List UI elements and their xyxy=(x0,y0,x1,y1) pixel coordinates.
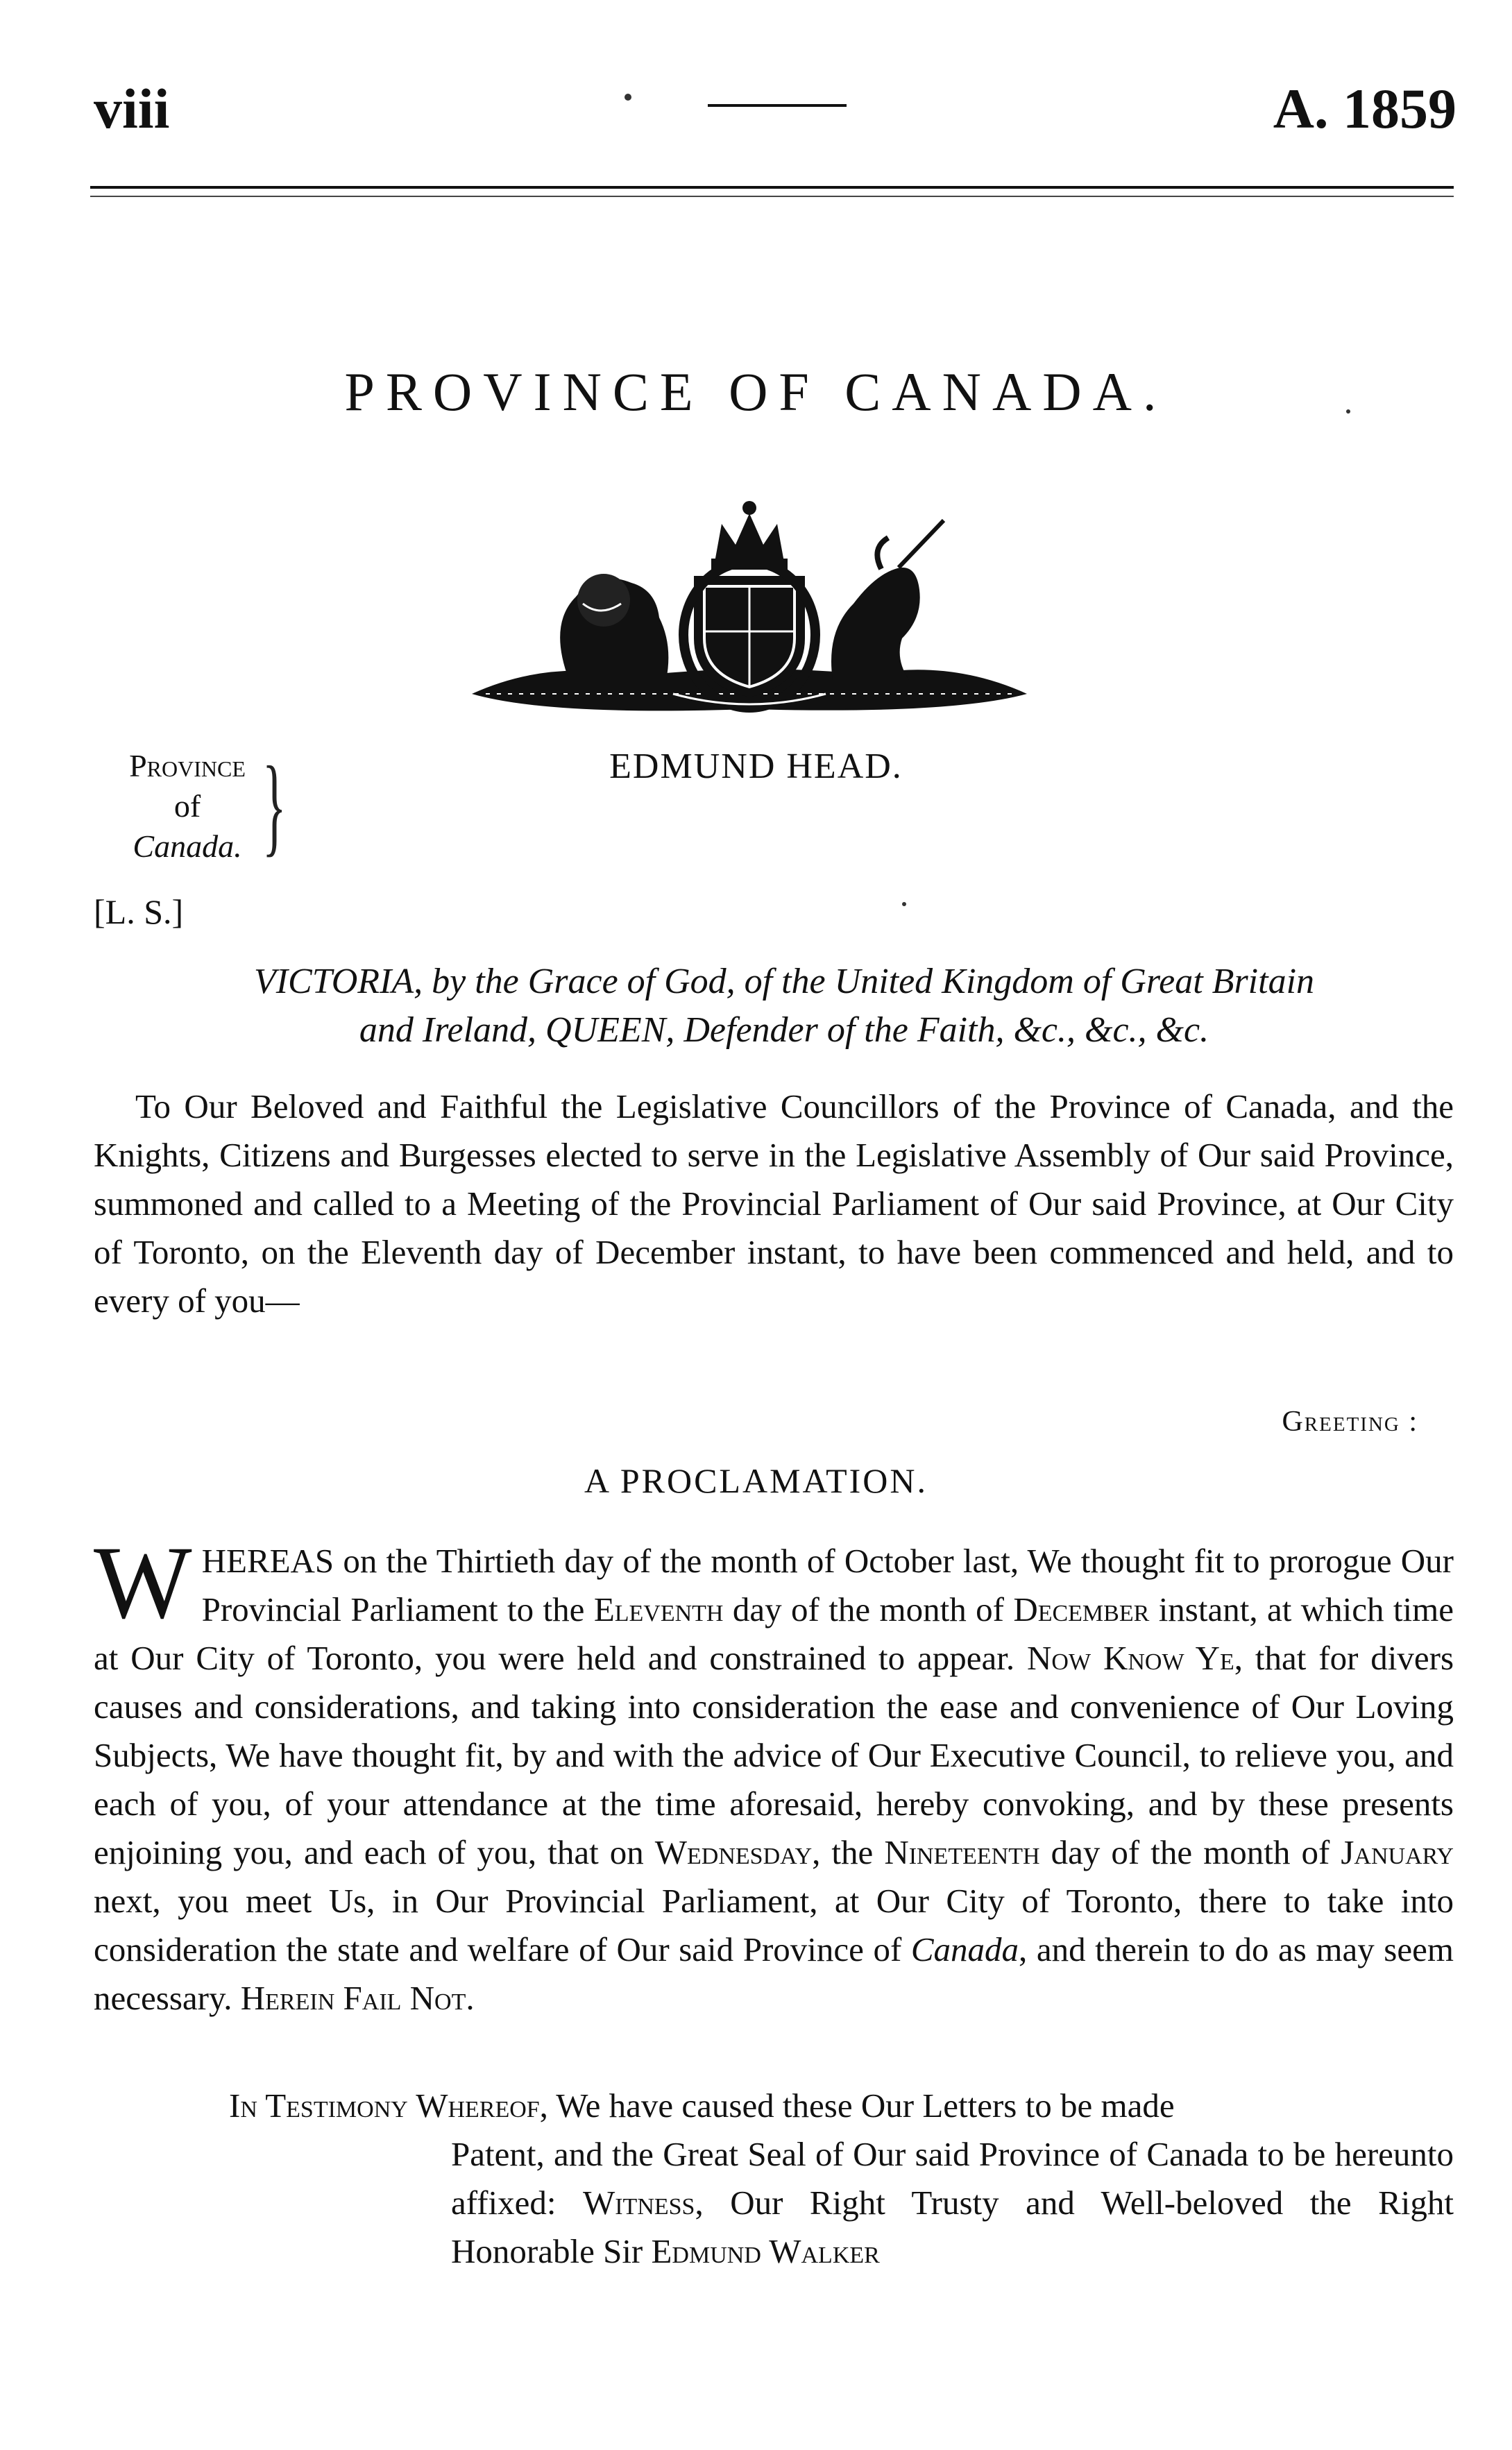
body-text-5: , the xyxy=(812,1833,885,1871)
drop-cap: W xyxy=(94,1525,192,1640)
royal-style-line-2: and Ireland, QUEEN, Defender of the Faith, &c., &c., &c. xyxy=(359,1010,1209,1050)
proclamation-body xyxy=(94,1525,1454,2023)
body-text-1: HEREAS on the Thirtieth day of the month of October last, We thought fit to prorogue Our Provincial Parliament to the xyxy=(201,1542,1454,1628)
province-name: Canada. xyxy=(133,828,242,864)
testimony-text-3: Our Right Trusty and Well-beloved the Right Honorable Sir xyxy=(451,2184,1454,2270)
testimony-rest xyxy=(451,2130,1454,2276)
province-of-label: of xyxy=(173,788,201,824)
body-text-8: , and therein to do as may seem necessary. xyxy=(94,1930,1454,2017)
body-december: December xyxy=(1013,1590,1150,1628)
seal-mark: [L. S.] xyxy=(94,892,184,931)
body-canada: Canada xyxy=(910,1930,1019,1968)
province-label: Province xyxy=(129,748,246,783)
address-paragraph: To Our Beloved and Faithful the Legislative Councillors of the Province of Canada, and the Knights, Citizens and Burgesses elected to serve in the Legislative Assembly of Our said Province, summoned and called to a Meeting of the Provincial Parliament of Our said Province, at Our City of Toronto, on the Eleventh day of December instant, to have been commenced and held, and to every of you— xyxy=(94,1087,1454,1320)
ink-speck xyxy=(625,94,631,101)
testimony-text-1: We have caused these Our Letters to be made xyxy=(547,2086,1175,2125)
ink-speck xyxy=(902,902,906,906)
testimony-line-1 xyxy=(229,2082,1454,2130)
page-number: viii xyxy=(94,77,170,140)
header-rule-bottom xyxy=(90,196,1454,197)
royal-coat-of-arms-icon xyxy=(465,486,1034,722)
body-herein-fail-not: Herein Fail Not. xyxy=(240,1979,475,2017)
proclamation-heading: A PROCLAMATION. xyxy=(584,1461,928,1500)
royal-style-line-1: VICTORIA, by the Grace of God, of the United Kingdom of Great Britain xyxy=(253,962,1315,1001)
header-rule-top xyxy=(90,186,1454,189)
royal-style xyxy=(104,958,1464,1055)
governor-name: EDMUND HEAD. xyxy=(609,747,903,786)
body-wednesday: Wednesday xyxy=(654,1833,813,1871)
testimony-edmund-walker: Edmund Walker xyxy=(651,2232,880,2270)
testimony-in-testimony: In Testimony Whereof, xyxy=(229,2086,548,2125)
greeting: Greeting : xyxy=(1282,1406,1418,1438)
body-now-know-ye: Now Know Ye xyxy=(1027,1639,1234,1677)
body-text-6: day of the month of xyxy=(1039,1833,1341,1871)
ink-speck xyxy=(1346,409,1350,414)
header-dash xyxy=(708,104,847,107)
page-title: PROVINCE OF CANADA. xyxy=(344,361,1168,422)
body-january: January xyxy=(1341,1833,1454,1871)
testimony-text-2: Patent, and the Great Seal of Our said Province of Canada to be hereunto affixed: xyxy=(451,2135,1454,2222)
brace-icon: } xyxy=(262,743,287,867)
body-text-4: , that for divers causes and considerations, and taking into consideration the ease and convenience of Our Loving Subjects, We have thought fit, by and with the advice of Our Executive Council, to relieve you, and each of you, of your attendance at the time aforesaid, hereby convoking, and by these presents enjoining you, and each of you, that on xyxy=(94,1639,1454,1871)
body-eleventh: Eleventh xyxy=(593,1590,724,1628)
header-year: A. 1859 xyxy=(1273,77,1456,140)
testimony-witness: Witness, xyxy=(582,2184,704,2222)
body-text-2: day of the month of xyxy=(723,1590,1014,1628)
body-nineteenth: Nineteenth xyxy=(884,1833,1040,1871)
body-text-7: next, you meet Us, in Our Provincial Parliament, at Our City of Toronto, there to take into consideration the state and welfare of Our said Province of xyxy=(94,1882,1454,1968)
body-text-3: instant, at which time at Our City of Toronto, you were held and constrained to appear. xyxy=(94,1590,1454,1677)
testimony-block xyxy=(229,2082,1454,2276)
